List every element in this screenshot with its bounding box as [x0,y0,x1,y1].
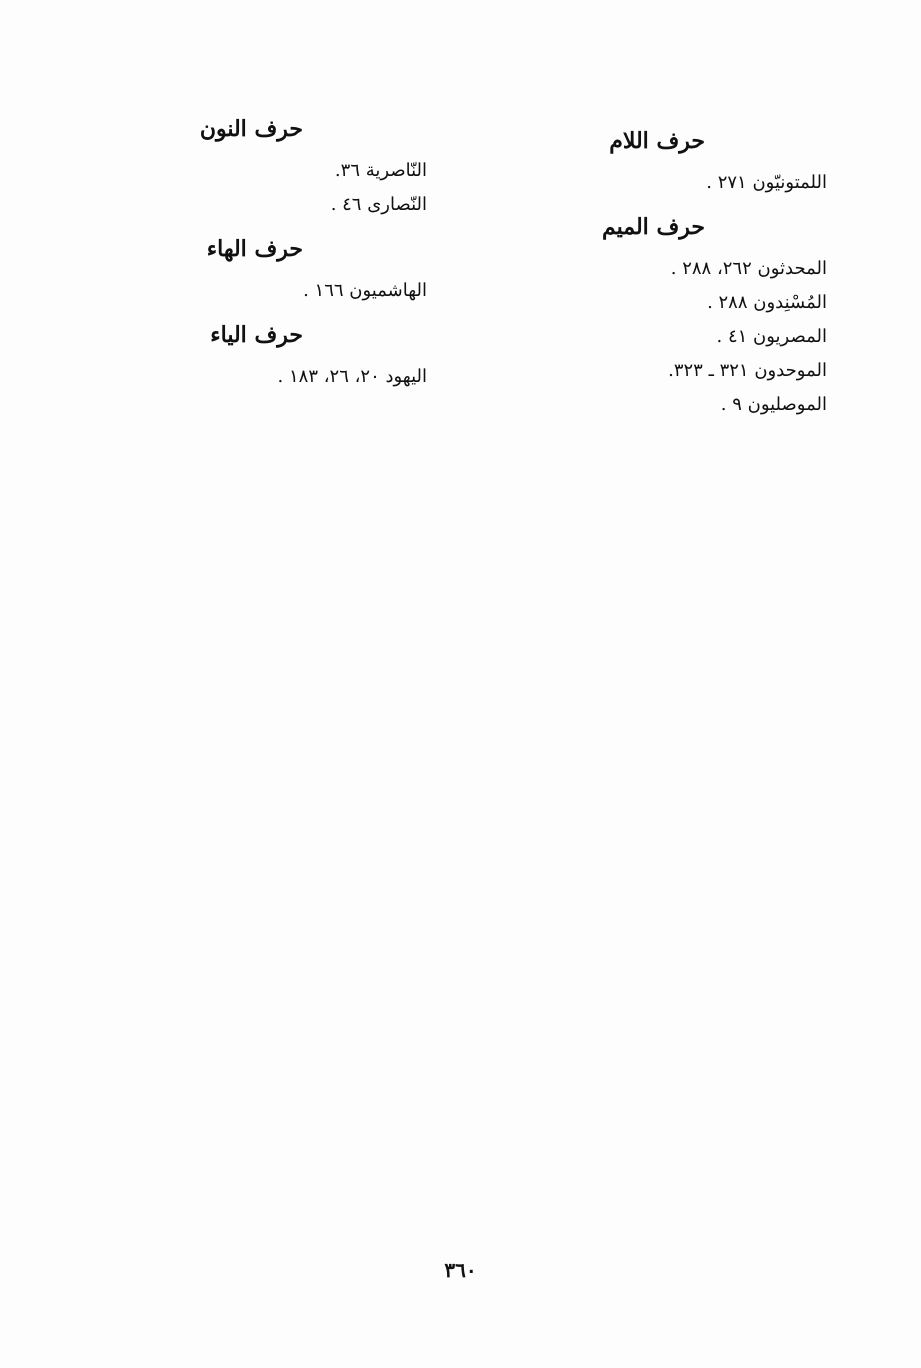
index-entry: اليهود ٢٠، ٢٦، ١٨٣ . [277,366,427,387]
index-entry: المحدثون ٢٦٢، ٢٨٨ . [670,258,827,279]
index-entry: الموحدون ٣٢١ ـ ٣٢٣. [668,360,827,381]
index-entry: المصريون ٤١ . [716,326,827,347]
index-section-ya [127,318,427,394]
section-heading: حرف اللام [609,128,705,154]
section-heading: حرف النون [199,116,303,142]
section-heading: حرف الميم [601,214,705,240]
index-entry: المُسْنِدون ٢٨٨ . [707,292,827,313]
index-section-ha [127,232,427,308]
index-column-right [527,124,827,422]
index-section-mim [527,210,827,422]
page-number: ٣٦٠ [444,1258,477,1282]
index-entry: الهاشميون ١٦٦ . [303,280,427,301]
index-section-lam [527,124,827,200]
index-entry: النّاصرية ٣٦. [334,160,427,181]
index-column-left [127,112,427,394]
section-heading: حرف الهاء [206,236,303,262]
index-entry: النّصارى ٤٦ . [330,194,427,215]
section-heading: حرف الياء [210,322,303,348]
index-section-nun [127,112,427,222]
index-entry: اللمتونيّون ٢٧١ . [706,172,827,193]
index-entry: الموصليون ٩ . [720,394,827,415]
